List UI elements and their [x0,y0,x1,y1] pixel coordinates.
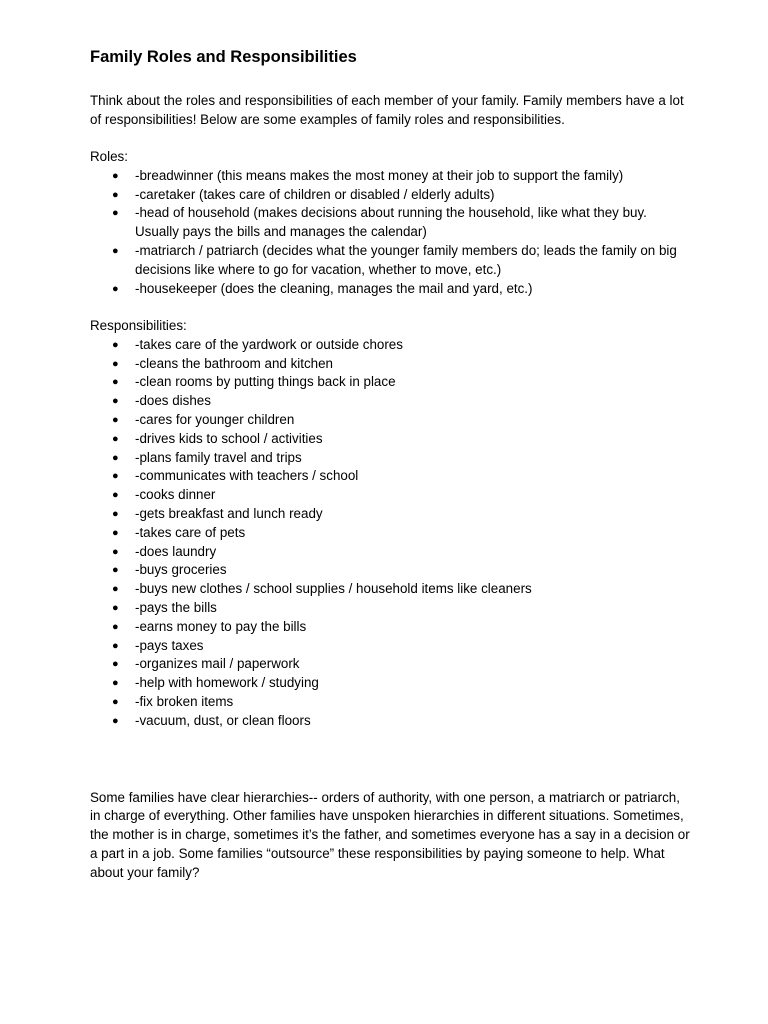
role-item-text: -matriarch / patriarch (decides what the younger family members do; leads the family on big decisions like where to go for vacation, whether to move, etc.) [135,243,677,277]
responsibility-item-text: -takes care of the yardwork or outside chores [135,336,403,352]
responsibility-item [90,599,690,618]
responsibility-item [90,411,690,430]
responsibility-item-text: -cares for younger children [135,411,295,427]
responsibility-item [90,355,690,374]
bullet-icon: ● [112,245,119,258]
bullet-icon: ● [112,282,119,295]
responsibility-item [90,524,690,543]
responsibility-item-text: -pays the bills [135,599,217,615]
bullet-icon: ● [112,639,119,652]
bullet-icon: ● [112,207,119,220]
bullet-icon: ● [112,526,119,539]
responsibility-item [90,373,690,392]
role-item [90,204,690,242]
closing-paragraph: Some families have clear hierarchies-- orders of authority, with one person, a matriarch or patriarch, in charge of everything. Other families have unspoken hierarchies in different situations. Sometimes, the mother is in charge, sometimes it’s the father, and sometimes everyone has a say in a decision or a part in a job. Some families “outsource” these responsibilities by paying someone to help. What about your family? [90,789,690,880]
responsibility-item [90,674,690,693]
responsibility-item-text: -buys groceries [135,562,227,578]
responsibility-item-text: -cleans the bathroom and kitchen [135,355,334,371]
bullet-icon: ● [112,188,119,201]
responsibility-item [90,505,690,524]
responsibility-item [90,392,690,411]
bullet-icon: ● [112,620,119,633]
responsibility-item [90,655,690,674]
bullet-icon: ● [112,395,119,408]
bullet-icon: ● [112,583,119,596]
bullet-icon: ● [112,413,119,426]
responsibility-item [90,561,690,580]
bullet-icon: ● [112,338,119,351]
responsibility-item-text: -help with homework / studying [135,675,319,691]
bullet-icon: ● [112,376,119,389]
responsibility-item-text: -fix broken items [135,693,234,709]
responsibility-item-text: -plans family travel and trips [135,449,302,465]
responsibility-item [90,486,690,505]
responsibility-item [90,467,690,486]
responsibility-item-text: -does dishes [135,393,211,409]
responsibility-item-text: -pays taxes [135,637,204,653]
responsibility-item-text: -organizes mail / paperwork [135,656,300,672]
responsibility-item-text: -gets breakfast and lunch ready [135,505,323,521]
role-item-text: -housekeeper (does the cleaning, manages the mail and yard, etc.) [135,280,533,296]
responsibility-item [90,637,690,656]
responsibility-item-text: -earns money to pay the bills [135,618,307,634]
page-title: Family Roles and Responsibilities [90,48,357,66]
bullet-icon: ● [112,432,119,445]
roles-list [90,167,690,299]
responsibility-item [90,712,690,731]
bullet-icon: ● [112,169,119,182]
responsibility-item [90,580,690,599]
responsibility-item-text: -communicates with teachers / school [135,468,359,484]
role-item-text: -head of household (makes decisions about running the household, like what they buy. Usually pays the bills and manages the calendar) [135,205,647,240]
responsibility-item [90,449,690,468]
bullet-icon: ● [112,451,119,464]
responsibility-item-text: -does laundry [135,543,217,559]
responsibility-item [90,618,690,637]
responsibility-item-text: -takes care of pets [135,524,246,540]
role-item [90,186,690,205]
bullet-icon: ● [112,489,119,502]
responsibility-item-text: -drives kids to school / activities [135,430,323,446]
bullet-icon: ● [112,507,119,520]
role-item-text: -caretaker (takes care of children or disabled / elderly adults) [135,186,495,202]
bullet-icon: ● [112,601,119,614]
responsibility-item [90,693,690,712]
responsibility-item-text: -buys new clothes / school supplies / household items like cleaners [135,581,532,597]
responsibility-item-text: -clean rooms by putting things back in place [135,374,396,390]
bullet-icon: ● [112,695,119,708]
responsibility-item-text: -cooks dinner [135,487,216,503]
bullet-icon: ● [112,470,119,483]
responsibility-item [90,430,690,449]
bullet-icon: ● [112,714,119,727]
responsibility-item [90,543,690,562]
document-page [90,46,690,882]
intro-paragraph: Think about the roles and responsibilities of each member of your family. Family members have a lot of responsibilities! Below are some examples of family roles and responsibilities. [90,93,684,127]
responsibilities-heading: Responsibilities: [90,317,187,333]
role-item [90,280,690,299]
role-item-text: -breadwinner (this means makes the most money at their job to support the family) [135,167,624,183]
bullet-icon: ● [112,658,119,671]
role-item [90,242,690,280]
roles-heading: Roles: [90,149,128,165]
bullet-icon: ● [112,677,119,690]
bullet-icon: ● [112,545,119,558]
bullet-icon: ● [112,564,119,577]
bullet-icon: ● [112,357,119,370]
responsibilities-list [90,336,690,731]
responsibility-item-text: -vacuum, dust, or clean floors [135,712,311,728]
responsibility-item [90,336,690,355]
role-item [90,167,690,186]
